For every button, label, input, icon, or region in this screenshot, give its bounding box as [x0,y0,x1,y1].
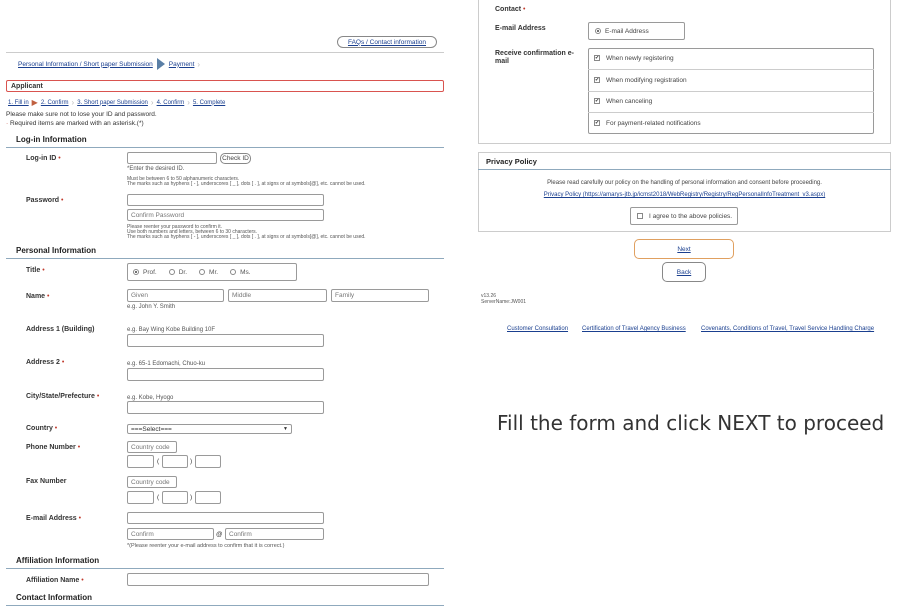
title-radio-group [127,263,297,281]
affiliation-section-rule [6,568,444,569]
login-id-hint-marks: The marks such as hyphens [ - ], underscores [ _ ], dots [ . ], at signs or at symbols[@], etc. cannot be used. [127,181,366,187]
personal-section-rule [6,258,444,259]
privacy-section-rule [478,169,891,170]
title-option-prof[interactable] [133,269,157,276]
receive-option-payment[interactable] [594,120,701,127]
login-section-rule [6,147,444,148]
privacy-text: Please read carefully our policy on the handling of personal information and consent before proceeding. [547,180,822,186]
footer-link-certification[interactable]: Certification of Travel Agency Business [582,326,686,332]
name-given-input[interactable] [127,289,224,302]
server-name: ServerName:JW001 [481,299,527,305]
phone-paren-close: ) [190,458,193,465]
checkbox-checked-icon: ✔ [595,98,600,105]
email-confirm-domain-input[interactable] [225,528,324,540]
title-option-prof-label: Prof. [143,268,157,276]
city-input[interactable] [127,401,324,414]
password-input[interactable] [127,194,324,206]
privacy-section-title: Privacy Policy [486,157,537,166]
step-confirm-2: 4. Confirm [156,99,185,106]
title-option-mr[interactable] [199,269,218,276]
radio-icon [230,269,236,275]
email-confirm-domain-placeholder: Confirm [229,530,252,538]
footer-link-covenants[interactable]: Covenants, Conditions of Travel, Travel Service Handling Charge [701,326,875,332]
password-hint-length: Use both numbers and letters, between 6 to 30 characters. [127,229,258,235]
step-indicator [8,98,225,107]
address1-input[interactable] [127,334,324,347]
contact-section-title: Contact Information [16,593,92,602]
phone-part2-input[interactable] [162,455,188,468]
contact-email-label: E-mail Address [495,25,546,32]
required-mark: • [61,359,65,366]
required-mark: • [78,515,82,522]
phone-country-placeholder: Country code [131,443,170,451]
email-confirm-local-input[interactable] [127,528,214,540]
flow-step-personal[interactable]: Personal Information / Short paper Submission [18,60,153,68]
step-arrow-icon: › [150,98,154,107]
required-mark: • [77,444,81,451]
phone-part3-input[interactable] [195,455,221,468]
flow-arrow-icon [157,58,165,70]
privacy-policy-link[interactable]: Privacy Policy (https://amarys-jtb.jp/icmst2018/WebRegistry/Registry/RegPersonalInfoTreatment_v3.aspx) [543,192,826,198]
contact-email-option-label: E-mail Address [605,27,649,35]
applicant-title: Applicant [11,82,43,90]
dropdown-arrow-icon: ▼ [283,426,288,432]
contact-label-text: Contact [495,6,522,13]
password-label-text: Password [26,197,60,204]
title-option-dr-label: Dr. [178,268,188,276]
title-label [26,267,45,274]
step-confirm: 2. Confirm [40,99,69,106]
phone-label-text: Phone Number [26,444,76,451]
title-option-ms-label: Ms. [240,268,251,276]
personal-section-title: Personal Information [16,246,97,255]
flow-end-chevron-icon: › [197,59,201,69]
title-option-ms[interactable] [230,269,250,276]
footer-link-consultation[interactable]: Customer Consultation [507,326,569,332]
required-mark: • [58,155,61,162]
checkbox-checked-icon: ✔ [595,120,600,127]
password-hint-marks: The marks such as hyphens [ - ], underscores [ _ ], dots [ . ], at signs or at symbols[@], etc. cannot be used. [127,234,366,240]
faq-contact-label: FAQs / Contact information [347,38,427,46]
receive-confirmation-label: Receive confirmation e-mail [495,50,574,65]
email-label [26,515,81,522]
required-mark: • [42,267,45,274]
title-option-dr[interactable] [169,269,187,276]
required-mark: • [96,393,100,400]
fax-country-code-input[interactable] [127,476,177,488]
title-option-mr-label: Mr. [209,268,219,276]
name-label-text: Name [26,293,46,300]
version-number: v13.26 [481,293,497,299]
receive-option-payment-label: For payment-related notifications [606,120,701,127]
next-button-label: Next [677,245,691,253]
radio-selected-icon [133,269,139,275]
receive-option-new[interactable] [594,55,674,62]
radio-selected-icon [595,28,601,34]
affiliation-name-label [26,577,84,584]
applicant-header [6,80,444,92]
name-family-placeholder: Family [335,292,355,299]
name-family-input[interactable] [331,289,429,302]
name-middle-placeholder: Middle [232,292,252,299]
contact-section-rule [6,605,444,606]
check-id-button[interactable] [220,153,251,164]
phone-country-code-input[interactable] [127,441,177,453]
fax-part1-input[interactable] [127,491,154,504]
flow-step-payment[interactable]: Payment [168,60,195,68]
option-divider [588,69,874,70]
required-note-text: Required items are marked with an asterisk.(*) [9,120,144,127]
radio-icon [169,269,175,275]
next-button[interactable] [634,239,734,259]
name-label [26,293,49,300]
name-middle-input[interactable] [228,289,327,302]
country-select[interactable] [127,424,292,434]
faq-contact-button[interactable] [337,36,437,48]
fax-paren-close: ) [190,494,193,501]
address2-input[interactable] [127,368,324,381]
checkbox-checked-icon: ✔ [595,77,600,84]
password-label [26,197,63,204]
address2-label-text: Address 2 [26,359,60,366]
step-arrow-icon: › [71,98,75,107]
login-id-input[interactable] [127,152,217,164]
email-input[interactable] [127,512,324,524]
option-divider [588,91,874,92]
flow-breadcrumb [18,58,203,70]
address2-example: e.g. 65-1 Edomachi, Chuo-ku [127,361,206,367]
required-mark: • [47,293,50,300]
name-given-placeholder: Given [131,292,148,299]
phone-label [26,444,80,451]
country-label [26,425,57,432]
email-label-text: E-mail Address [26,515,77,522]
receive-option-cancel-label: When canceling [606,98,653,105]
name-example: e.g. John Y. Smith [127,304,176,310]
login-id-label-text: Log-in ID [26,155,57,162]
receive-option-new-label: When newly registering [606,55,674,62]
title-label-text: Title [26,267,41,274]
option-divider [588,112,874,113]
phone-part1-input[interactable] [127,455,154,468]
header-divider [6,52,444,53]
password-hint-reenter: Please reenter your password to confirm it. [127,224,223,230]
privacy-agree-label: I agree to the above policies. [649,212,733,220]
step-fill-in: 1. Fill in [8,99,29,106]
affiliation-name-input[interactable] [127,573,429,586]
login-section-title: Log-in Information [16,135,87,144]
asterisk: · [6,120,9,127]
required-mark: • [81,577,84,584]
required-note [6,120,144,127]
login-id-hint-length: Must be between 6 to 50 alphanumeric characters. [127,176,240,182]
address1-label: Address 1 (Building) [26,326,95,333]
contact-label [495,6,525,13]
email-confirm-local-placeholder: Confirm [131,530,154,538]
fax-paren-open: ( [157,494,160,501]
phone-paren-open: ( [157,458,160,465]
fax-country-placeholder: Country code [131,478,170,486]
fax-part2-input[interactable] [162,491,188,504]
email-confirm-hint: *(Please reenter your e-mail address to confirm that it is correct.) [127,543,285,549]
contact-email-option[interactable] [588,22,685,40]
confirm-password-placeholder: Confirm Password [131,211,185,219]
back-button-label: Back [676,268,692,276]
checkbox-checked-icon: ✔ [595,55,600,62]
receive-option-modify-label: When modifying registration [606,77,687,84]
affiliation-name-label-text: Affiliation Name [26,577,80,584]
address2-label [26,359,64,366]
radio-icon [199,269,205,275]
required-mark: • [54,425,58,432]
step-arrow-icon: › [187,98,190,107]
city-example: e.g. Kobe, Hyogo [127,395,174,401]
email-at-sign: @ [216,531,223,538]
country-select-value: ===Select=== [131,425,172,433]
login-id-hint-main: *Enter the desired ID. [127,166,185,172]
confirm-password-input[interactable] [127,209,324,221]
checkbox-icon [637,213,643,219]
step-short-paper: 3. Short paper Submission [77,99,148,106]
check-id-label: Check ID [222,155,249,162]
fax-label: Fax Number [26,478,67,485]
city-label [26,393,99,400]
step-arrow-current-icon: ▶ [31,98,38,107]
required-mark: • [61,197,64,204]
city-label-text: City/State/Prefecture [26,393,95,400]
receive-option-modify[interactable] [594,77,687,84]
privacy-agree-checkbox[interactable] [630,207,738,225]
step-complete: 5. Complete [192,99,226,106]
login-id-label [26,155,61,162]
address1-example: e.g. Bay Wing Kobe Building 10F [127,327,216,333]
task-instruction: Fill the form and click NEXT to proceed [497,411,885,435]
required-mark: • [523,6,526,13]
receive-option-cancel[interactable] [594,98,652,105]
country-label-text: Country [26,425,53,432]
affiliation-section-title: Affiliation Information [16,556,100,565]
back-button[interactable] [662,262,706,282]
id-password-note: Please make sure not to lose your ID and password. [6,111,157,118]
fax-part3-input[interactable] [195,491,221,504]
